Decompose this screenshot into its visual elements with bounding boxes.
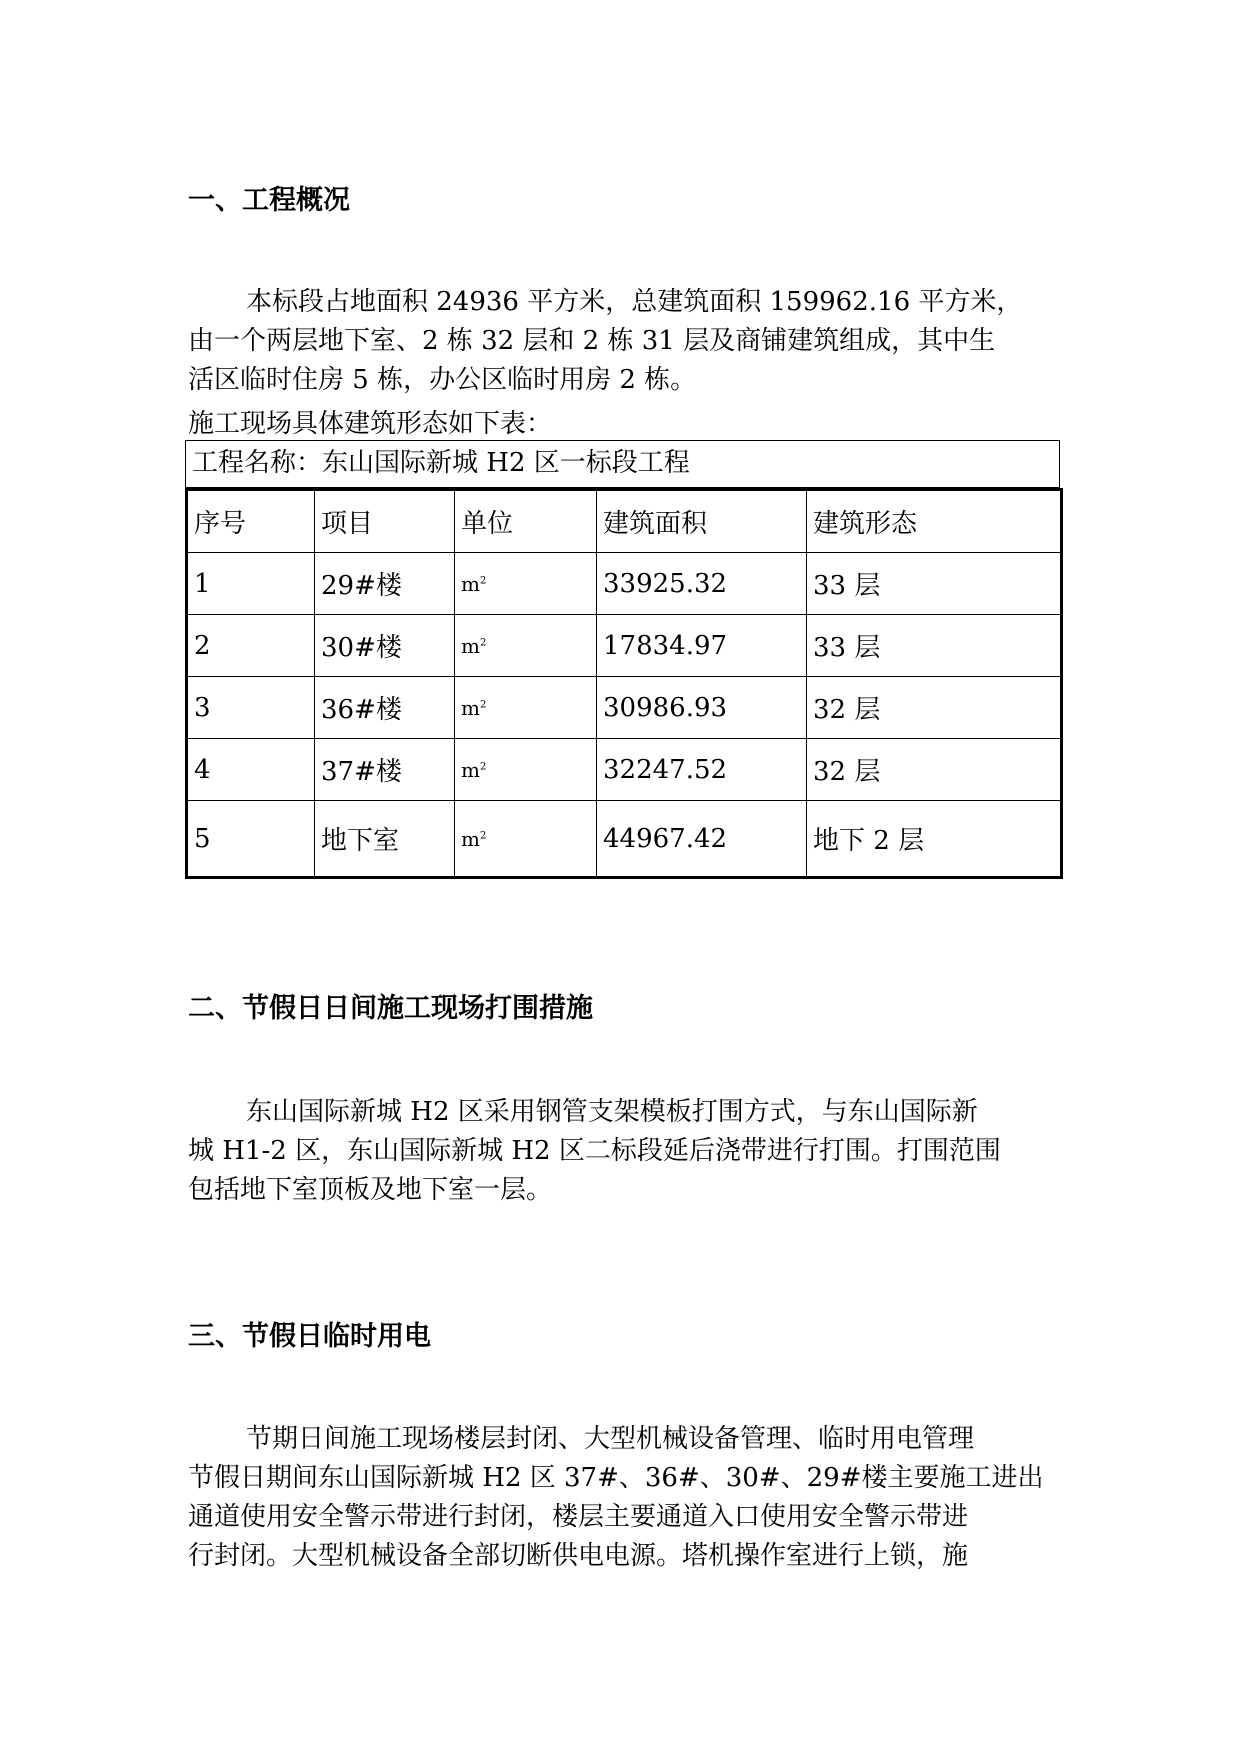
row-number: 5 [187,801,315,878]
header-cell: 单位 [455,490,597,553]
row-item: 37#楼 [315,739,455,801]
unit-base: m [461,571,480,596]
paragraph-line: 活区临时住房 5 栋，办公区临时用房 2 栋。 [188,365,697,395]
unit-exponent: 2 [479,760,487,772]
unit-exponent: 2 [479,698,487,710]
unit-exponent: 2 [479,636,487,648]
table-row [187,553,1062,615]
table-row [187,739,1062,801]
row-item: 29#楼 [315,553,455,615]
row-area: 32247.52 [597,739,807,801]
row-number: 1 [187,553,315,615]
power-paragraph [188,1420,1060,1576]
row-unit [455,677,597,739]
table-row [187,677,1062,739]
row-item: 地下室 [315,801,455,878]
paragraph-line: 东山国际新城 H2 区采用钢管支架模板打围方式，与东山国际新 [246,1097,978,1127]
header-cell: 项目 [315,490,455,553]
building-table [185,488,1063,879]
unit-base: m [461,695,480,720]
row-area: 17834.97 [597,615,807,677]
paragraph-line: 由一个两层地下室、2 栋 32 层和 2 栋 31 层及商铺建筑组成，其中生 [188,326,996,356]
unit-base: m [461,826,480,851]
row-unit [455,739,597,801]
row-unit [455,801,597,878]
paragraph-line: 行封闭。大型机械设备全部切断供电电源。塔机操作室进行上锁，施 [188,1541,969,1571]
paragraph-line: 包括地下室顶板及地下室一层。 [188,1175,553,1205]
row-number: 2 [187,615,315,677]
row-item: 36#楼 [315,677,455,739]
table-header-row [187,490,1062,553]
table-row [187,801,1062,878]
row-number: 3 [187,677,315,739]
header-cell: 序号 [187,490,315,553]
header-cell: 建筑面积 [597,490,807,553]
row-form: 33 层 [807,615,1062,677]
paragraph-line: 节期日间施工现场楼层封闭、大型机械设备管理、临时用电管理 [246,1424,975,1454]
table-title: 工程名称：东山国际新城 H2 区一标段工程 [185,440,1060,488]
row-form: 32 层 [807,739,1062,801]
unit-exponent: 2 [479,829,487,841]
paragraph-line: 节假日期间东山国际新城 H2 区 37#、36#、30#、29#楼主要施工进出 [188,1463,1044,1493]
row-form: 地下 2 层 [807,801,1062,878]
row-area: 44967.42 [597,801,807,878]
paragraph-line: 城 H1-2 区，东山国际新城 H2 区二标段延后浇带进行打围。打围范围 [188,1136,1001,1166]
row-form: 33 层 [807,553,1062,615]
unit-base: m [461,757,480,782]
row-unit [455,553,597,615]
row-number: 4 [187,739,315,801]
row-form: 32 层 [807,677,1062,739]
overview-paragraph [188,283,1060,400]
paragraph-line: 通道使用安全警示带进行封闭，楼层主要通道入口使用安全警示带进 [188,1502,969,1532]
row-area: 30986.93 [597,677,807,739]
enclosure-paragraph [188,1093,1060,1210]
table-row [187,615,1062,677]
row-unit [455,615,597,677]
table-caption: 施工现场具体建筑形态如下表： [188,409,553,439]
section-heading-power: 三、节假日临时用电 [188,1321,431,1352]
header-cell: 建筑形态 [807,490,1062,553]
row-area: 33925.32 [597,553,807,615]
unit-base: m [461,633,480,658]
unit-exponent: 2 [479,574,487,586]
paragraph-line: 本标段占地面积 24936 平方米，总建筑面积 159962.16 平方米， [246,287,1023,317]
row-item: 30#楼 [315,615,455,677]
section-heading-overview: 一、工程概况 [188,185,350,216]
section-heading-enclosure: 二、节假日日间施工现场打围措施 [188,993,593,1024]
